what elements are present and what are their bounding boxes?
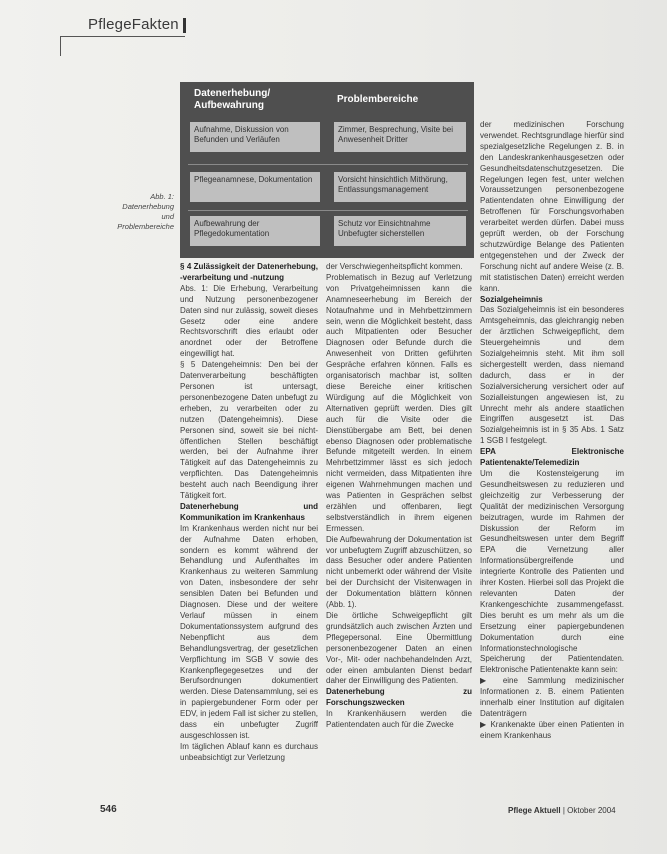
- figure-cell-left-2: Pflegeanamnese, Dokumentation: [190, 172, 320, 202]
- caption-line: Datenerhebung und: [122, 202, 174, 221]
- section-heading: EPA Elektronische Patientenakte/Telemedizin: [480, 447, 624, 468]
- figure-caption: [108, 192, 174, 232]
- paragraph: der Verschwiegenheitspflicht kommen.: [326, 262, 463, 271]
- caption-line: Abb. 1:: [150, 192, 174, 201]
- section-heading: Datenerhebung zu Forschungszwecken: [326, 687, 472, 708]
- paragraph: Die Aufbewahrung der Dokumentation ist vor unbefugtem Zugriff abzuschützen, so dass Besucher oder andere Patienten nicht unbemerkt oder während der Visite bei der Durchsicht der Visitenwagen in der Dokumentation blättern können (Abb. 1).: [326, 534, 472, 610]
- figure-heading-left-line1: Datenerhebung/: [194, 88, 271, 99]
- page-number: 546: [100, 804, 117, 815]
- text-column-3: [480, 120, 624, 810]
- figure-cell-right-2: Vorsicht hinsichtlich Mithörung, Entlassungsmanagement: [334, 172, 466, 202]
- caption-line: Problembereiche: [117, 222, 174, 231]
- journal-name: Pflege Aktuell: [508, 806, 561, 815]
- section-heading: § 4 Zulässigkeit der Datenerhebung, -verarbeitung und -nutzung: [180, 262, 318, 282]
- text-column-1: [180, 262, 318, 810]
- header-rule: [60, 36, 185, 37]
- figure-cell-right-3: Schutz vor Einsichtnahme Unbefugter sicherstellen: [334, 216, 466, 246]
- figure-divider: [188, 164, 468, 165]
- section-title-bar: [183, 18, 186, 33]
- journal-footer: [508, 806, 616, 815]
- paragraph: In Krankenhäusern werden die Patientendaten auch für die Zwecke: [326, 709, 472, 730]
- paragraph: Abs. 1: Die Erhebung, Verarbeitung und Nutzung personenbezogener Daten sind nur zulässig, soweit dieses Gesetz oder eine andere Rechtsvorschrift dies erlaubt oder anordnet oder der Betroffene eingewilligt hat.: [180, 283, 318, 359]
- figure-cell-left-1: Aufnahme, Diskussion von Befunden und Verläufen: [190, 122, 320, 152]
- section-heading: Sozialgeheimnis: [480, 294, 543, 304]
- footer-separator: |: [562, 806, 568, 815]
- figure-divider: [188, 210, 468, 211]
- paragraph: § 5 Datengeheimnis: Den bei der Datenverarbeitung beschäftigten Personen ist untersagt, personenbezogene Daten unbefugt zu erheben, zu verarbeiten oder zu nutzen (Datengeheimnis). Diese Personen sind, soweit sie bei nicht-öffentlichen Stellen beschäftigt werden, bei der Aufnahme ihrer Tätigkeit auf das Datengeheimnis zu verpflichten. Das Datengeheimnis besteht auch nach Beendigung ihrer Tätigkeit fort.: [180, 360, 318, 501]
- section-heading: Datenerhebung und Kommunikation im Krankenhaus: [180, 501, 318, 522]
- figure-cell-left-3: Aufbewahrung der Pflegedokumentation: [190, 216, 320, 246]
- figure-heading-right: Problembereiche: [337, 94, 419, 105]
- paragraph: Um die Kostensteigerung im Gesundheitswesen zu reduzieren und gleichzeitig zur Verbesserung der Qualität der medizinischen Versorgung beizutragen, wurde im Rahmen der Diskussion der Reform im Gesundheitswesen unter dem Begriff EPA die Vernetzung aller Informationsübergreifende und integrierte Kontrolle des Patienten und ihrer Kosten. Hierbei soll das Projekt die relevanten Daten der Krankengeschichte zusammengefasst. Dies beruht es um mehr als um die Ersetzung einer papiergebundenen Dokumentation durch eine Informationstechnologische Speicherung der Patientendaten. Elektronische Patientenakte kann sein:: [480, 469, 624, 675]
- figure-heading-left: [194, 88, 270, 112]
- figure-cell-right-1: Zimmer, Besprechung, Visite bei Anwesenheit Dritter: [334, 122, 466, 152]
- header-tick: [60, 36, 61, 56]
- paragraph: Im Krankenhaus werden nicht nur bei der Aufnahme Daten erhoben, sondern es kommt während der Behandlung und Aufenthaltes im Krankenhaus zu weiteren Sammlung von Daten, insbesondere der sehr sensiblen Daten bei Befunden und Diagnosen. Diese und der weitere Verlauf müssen in einem Dokumentationssystem aufgrund des Nebenpflicht aus dem Behandlungsvertrag, der gesetzlichen Verpflichtung im SGB V sowie des Krankenpflegegesetzes und der Berufsordnungen dokumentiert werden. Diese Datensammlung, sei es in papiergebundener Form oder per EDV, in jedem Fall ist sicher zu stellen, dass ein unbefugter Zugriff ausgeschlossen ist.: [180, 523, 318, 740]
- paragraph: Im täglichen Ablauf kann es durchaus unbeabsichtigt zur Verletzung: [180, 741, 318, 762]
- section-title: PflegeFakten: [88, 16, 179, 33]
- journal-issue: Oktober 2004: [567, 806, 616, 815]
- paragraph: Das Sozialgeheimnis ist ein besonderes Amtsgeheimnis, das gleichrangig neben der ärztlichen Schweigepflicht, dem Steuergeheimnis und dem Sozialgeheimnis steht. Mit ihm soll sichergestellt werden, dass niemand dadurch, dass er in der Sozialversicherung versichert oder auf Sozialleistungen angewiesen ist, zu Unrecht mehr als andere staatlichen Eingriffen ausgesetzt ist. Das Sozialgeheimnis ist in § 35 Abs. 1 Satz 1 SGB I festgelegt.: [480, 305, 624, 446]
- figure-data-problem-areas: [180, 82, 474, 258]
- figure-heading-left-line2: Aufbewahrung: [194, 100, 264, 111]
- paragraph: Die örtliche Schweigepflicht gilt grundsätzlich auch zwischen Ärzten und Pflegepersonal. Eine Übermittlung personenbezogener Daten an einen Vor-, Mit- oder nachbehandelnden Arzt, oder einen ambulanten Dienst bedarf daher der Einwilligung des Patienten.: [326, 611, 472, 686]
- text-column-2: [326, 262, 472, 804]
- paragraph: ▶ Krankenakte über einen Patienten in einem Krankenhaus: [480, 719, 624, 740]
- paragraph: ▶ eine Sammlung medizinischer Informationen z. B. einem Patienten innerhalb einer Institution auf digitalen Datenträgern: [480, 676, 624, 718]
- paragraph: der medizinischen Forschung verwendet. Rechtsgrundlage hierfür sind spezialgesetzliche Regelungen z. B. in den Landeskrankenhausgesetzen oder Gesundheitsdatenschutzgesetzen. Die Regelungen legen fest, unter welchen Voraussetzungen personenbezogene Patientendaten ohne Einwilligung der Betroffenen für Forschungsvorhaben verarbeitet werden dürfen. Dabei muss geprüft werden, ob der Forschung schutzwürdige Belange des Patienten entgegenstehen und der Zweck der Forschung nicht auf andere Weise (z. B. mit statistischen Daten) erreicht werden kann.: [480, 120, 624, 293]
- paragraph: Problematisch in Bezug auf Verletzung von Privatgeheimnissen kann die Anamneseerhebung im Bereich der Notaufnahme und in Mehrbettzimmern sein, wenn die Möglichkeit besteht, dass auch Mitpatienten oder Besucher Diagnosen oder Befunde durch die Anwesenheit von Dritten geführten Gespräche erfahren können. Falls es organisatorisch machbar ist, sollten diese Bereiche einer kritischen Würdigung auf die Möglichkeit von Alternativen geprüft werden. Dies gilt auch für die Visite oder die Dienstübergabe am Bett, bei denen ebenso Diagnosen oder problematische Befunde mitgeteilt werden. In einem Mehrbettzimmer lässt es sich jedoch nicht vermeiden, dass Mitpatienten ihre eigenen Wahrnehmungen machen und was Patienten in Gesprächen selbst erzählen und offenbaren, liegt selbstverständlich in ihrem eigenen Ermessen.: [326, 272, 472, 533]
